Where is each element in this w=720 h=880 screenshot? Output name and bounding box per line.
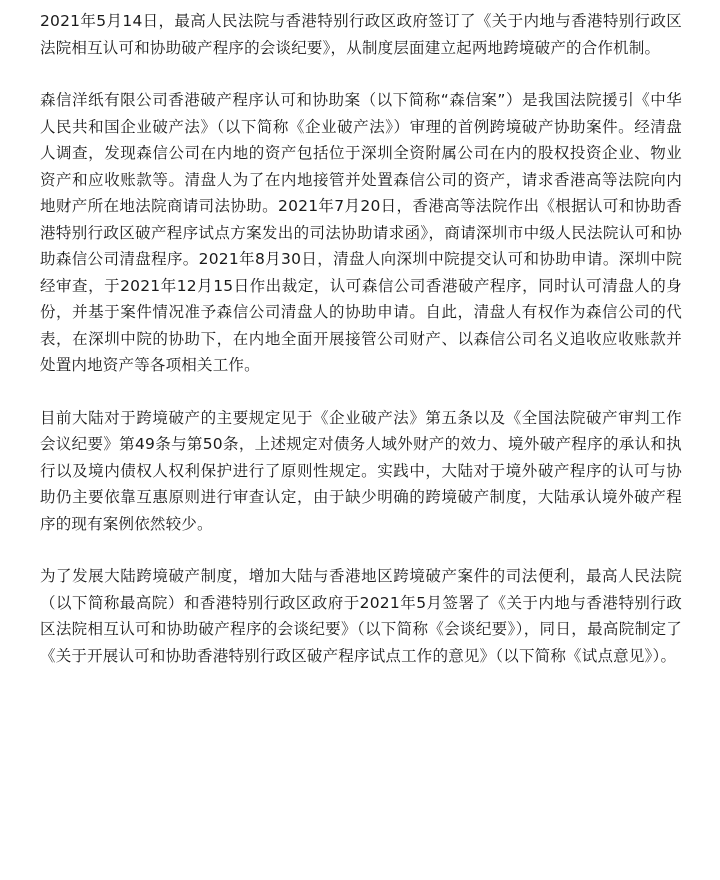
paragraph-senxin-case: 森信洋纸有限公司香港破产程序认可和协助案（以下简称“森信案”）是我国法院援引《中华人民共和国企业破产法》（以下简称《企业破产法》）审理的首例跨境破产协助案件。经清盘人调查，发现森信公司在内地的资产包括位于深圳全资附属公司在内的股权投资企业、物业资产和应收账款等。清盘人为了在内地接管并处置森信公司的资产，请求香港高等法院向内地财产所在地法院商请司法协助。2021年7月20日，香港高等法院作出《根据认可和协助香港特别行政区破产程序试点方案发出的司法协助请求函》，商请深圳市中级人民法院认可和协助森信公司清盘程序。2021年8月30日，清盘人向深圳中院提交认可和协助申请。深圳中院经审查，于2021年12月15日作出裁定，认可森信公司香港破产程序，同时认可清盘人的身份，并基于案件情况准予森信公司清盘人的协助申请。自此，清盘人有权作为森信公司的代表，在深圳中院的协助下，在内地全面开展接管公司财产、以森信公司名义追收应收账款并处置内地资产等各项相关工作。: [40, 91, 682, 374]
paragraph-development: 为了发展大陆跨境破产制度，增加大陆与香港地区跨境破产案件的司法便利，最高人民法院（以下简称最高院）和香港特别行政区政府于2021年5月签署了《关于内地与香港特别行政区法院相互认可和协助破产程序的会谈纪要》（以下简称《会谈纪要》），同日，最高院制定了《关于开展认可和协助香港特别行政区破产程序试点工作的意见》（以下简称《试点意见》）。: [40, 567, 682, 665]
paragraph-current-rules: 目前大陆对于跨境破产的主要规定见于《企业破产法》第五条以及《全国法院破产审判工作会议纪要》第49条与第50条，上述规定对债务人域外财产的效力、境外破产程序的承认和执行以及境内债权人权利保护进行了原则性规定。实践中，大陆对于境外破产程序的认可与协助仍主要依靠互惠原则进行审查认定，由于缺少明确的跨境破产制度，大陆承认境外破产程序的现有案例依然较少。: [40, 408, 682, 533]
article-body: [40, 8, 682, 695]
paragraph-agreement: 2021年5月14日，最高人民法院与香港特别行政区政府签订了《关于内地与香港特别行政区法院相互认可和协助破产程序的会谈纪要》，从制度层面建立起两地跨境破产的合作机制。: [40, 12, 682, 57]
